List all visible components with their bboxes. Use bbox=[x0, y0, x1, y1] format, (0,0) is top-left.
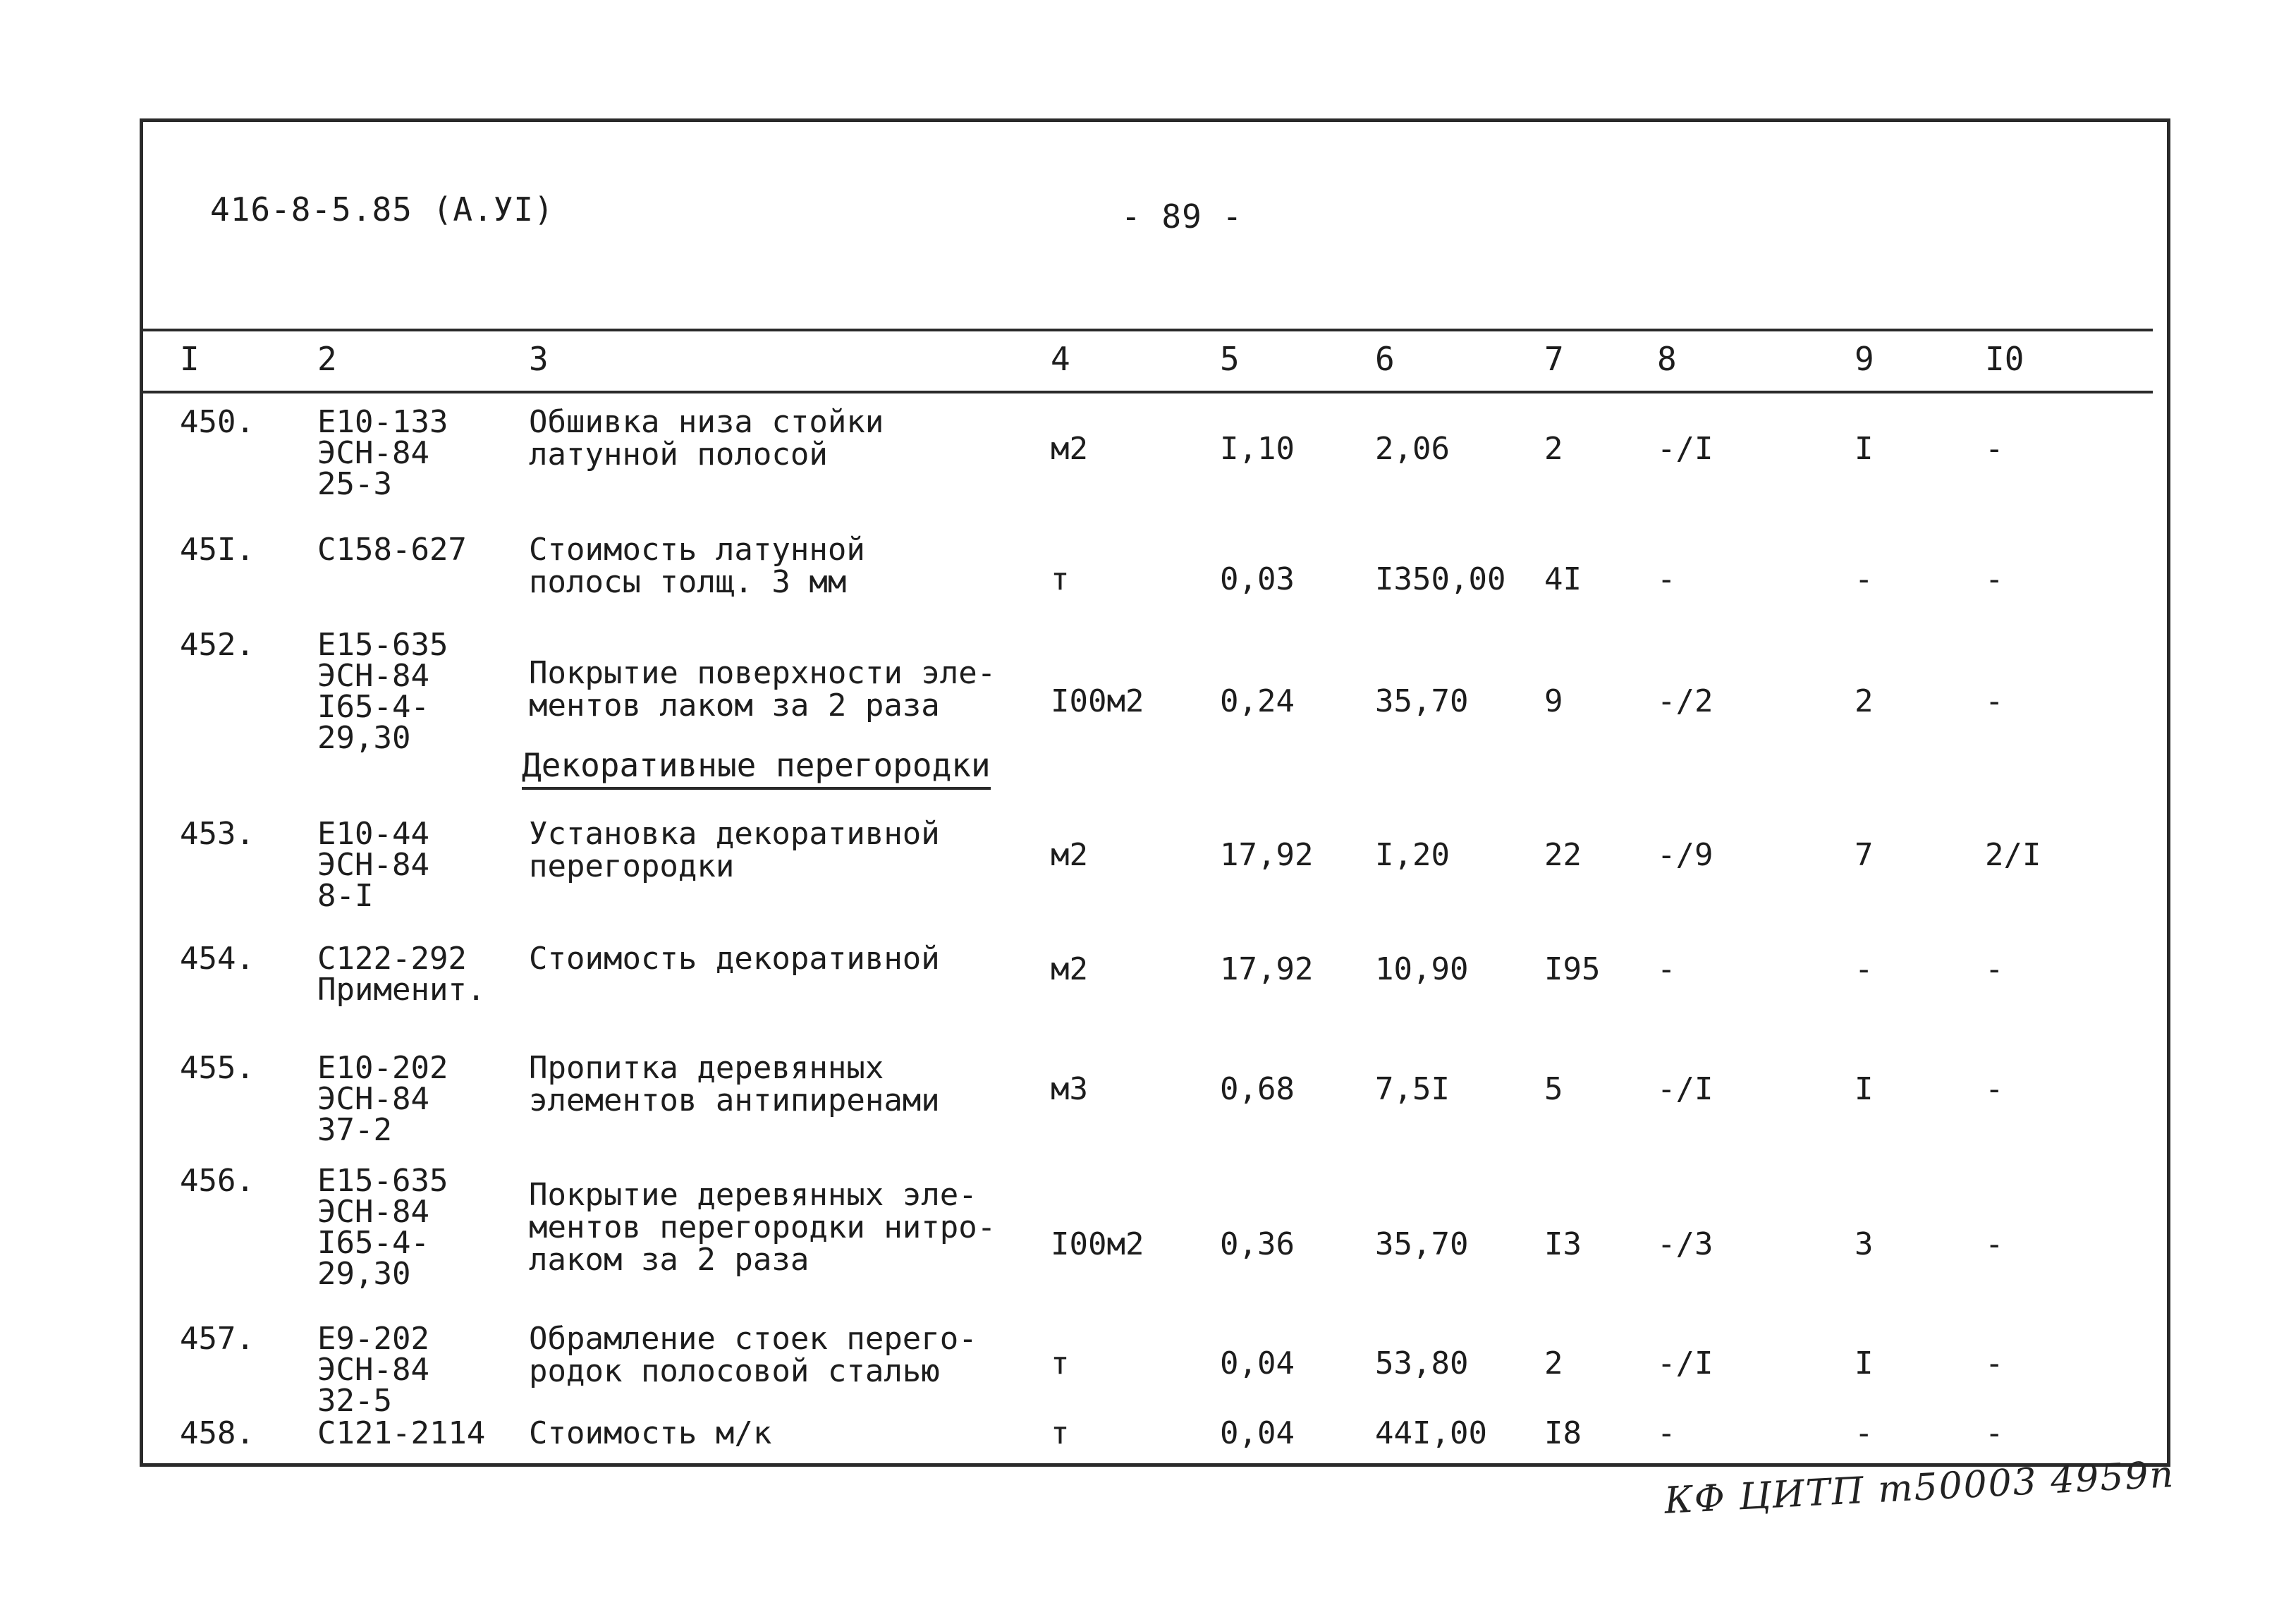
norm-code: ЭСН-84 bbox=[317, 1081, 429, 1117]
unit-price: 35,70 bbox=[1375, 683, 1469, 719]
column-header-1: I bbox=[180, 340, 200, 378]
unit-price: 7,5I bbox=[1375, 1071, 1450, 1107]
unit: т bbox=[1051, 561, 1070, 597]
column-8-value: -/I bbox=[1657, 1345, 1713, 1381]
work-description: Установка декоративной bbox=[529, 816, 940, 852]
unit-price: 44I,00 bbox=[1375, 1415, 1487, 1451]
norm-code: 8-I bbox=[317, 878, 374, 914]
page-frame bbox=[140, 118, 2170, 1467]
section-heading: Декоративные перегородки bbox=[522, 746, 991, 790]
unit: т bbox=[1051, 1415, 1070, 1451]
document-code: 416-8-5.85 (А.УI) bbox=[210, 190, 554, 228]
column-header-2: 2 bbox=[317, 340, 337, 378]
table-top-rule bbox=[143, 329, 2153, 331]
norm-code: 32-5 bbox=[317, 1383, 392, 1419]
column-header-4: 4 bbox=[1051, 340, 1070, 378]
quantity: 0,03 bbox=[1220, 561, 1295, 597]
total-cost: 2 bbox=[1544, 431, 1563, 467]
column-9-value: - bbox=[1855, 561, 1874, 597]
unit: м2 bbox=[1051, 951, 1088, 987]
work-description: Обшивка низа стойки bbox=[529, 404, 884, 440]
column-9-value: 3 bbox=[1855, 1226, 1874, 1262]
unit-price: 53,80 bbox=[1375, 1345, 1469, 1381]
total-cost: 22 bbox=[1544, 837, 1582, 873]
column-8-value: - bbox=[1657, 951, 1676, 987]
work-description: Пропитка деревянных bbox=[529, 1050, 884, 1086]
quantity: I,10 bbox=[1220, 431, 1295, 467]
norm-code: Е15-635 bbox=[317, 627, 448, 663]
row-number: 450. bbox=[180, 404, 255, 440]
page-number: - 89 - bbox=[1121, 197, 1243, 236]
work-description: латунной полосой bbox=[529, 436, 828, 472]
unit: I00м2 bbox=[1051, 1226, 1144, 1262]
norm-code: Е15-635 bbox=[317, 1163, 448, 1199]
norm-code: Е10-44 bbox=[317, 816, 429, 852]
unit-price: 2,06 bbox=[1375, 431, 1450, 467]
column-10-value: - bbox=[1985, 1071, 2004, 1107]
row-number: 454. bbox=[180, 941, 255, 977]
column-9-value: - bbox=[1855, 1415, 1874, 1451]
column-8-value: -/I bbox=[1657, 1071, 1713, 1107]
column-9-value: I bbox=[1855, 431, 1874, 467]
norm-code: С121-2114 bbox=[317, 1415, 486, 1451]
column-header-9: 9 bbox=[1855, 340, 1874, 378]
column-10-value: - bbox=[1985, 951, 2004, 987]
total-cost: 5 bbox=[1544, 1071, 1563, 1107]
norm-code: I65-4- bbox=[317, 1225, 429, 1261]
row-number: 453. bbox=[180, 816, 255, 852]
work-description: ментов перегородки нитро- bbox=[529, 1209, 996, 1245]
column-header-3: 3 bbox=[529, 340, 549, 378]
work-description: элементов антипиренами bbox=[529, 1082, 940, 1118]
column-10-value: - bbox=[1985, 1415, 2004, 1451]
column-header-5: 5 bbox=[1220, 340, 1240, 378]
norm-code: 29,30 bbox=[317, 720, 411, 756]
work-description: Обрамление стоек перего- bbox=[529, 1321, 977, 1357]
column-10-value: - bbox=[1985, 1226, 2004, 1262]
work-description: Стоимость латунной bbox=[529, 532, 865, 568]
quantity: 0,68 bbox=[1220, 1071, 1295, 1107]
column-9-value: - bbox=[1855, 951, 1874, 987]
norm-code: 25-3 bbox=[317, 466, 392, 502]
work-description: Стоимость декоративной bbox=[529, 941, 940, 977]
norm-code: 37-2 bbox=[317, 1112, 392, 1148]
column-header-6: 6 bbox=[1375, 340, 1395, 378]
column-10-value: - bbox=[1985, 1345, 2004, 1381]
work-description: ментов лаком за 2 раза bbox=[529, 688, 940, 724]
norm-code: I65-4- bbox=[317, 689, 429, 725]
norm-code: ЭСН-84 bbox=[317, 435, 429, 471]
unit-price: 10,90 bbox=[1375, 951, 1469, 987]
norm-code: ЭСН-84 bbox=[317, 847, 429, 883]
archive-stamp: КФ ЦИТП т50003 4959п bbox=[1663, 1453, 2176, 1522]
column-9-value: 7 bbox=[1855, 837, 1874, 873]
unit: I00м2 bbox=[1051, 683, 1144, 719]
quantity: 17,92 bbox=[1220, 837, 1314, 873]
norm-code: Е10-133 bbox=[317, 404, 448, 440]
norm-code: С122-292 bbox=[317, 941, 467, 977]
quantity: 17,92 bbox=[1220, 951, 1314, 987]
column-8-value: - bbox=[1657, 1415, 1676, 1451]
total-cost: I8 bbox=[1544, 1415, 1582, 1451]
column-8-value: -/I bbox=[1657, 431, 1713, 467]
norm-code: Е9-202 bbox=[317, 1321, 429, 1357]
norm-code: 29,30 bbox=[317, 1256, 411, 1292]
work-description: родок полосовой сталью bbox=[529, 1353, 940, 1389]
work-description: Покрытие деревянных эле- bbox=[529, 1177, 977, 1213]
quantity: 0,24 bbox=[1220, 683, 1295, 719]
column-header-7: 7 bbox=[1544, 340, 1564, 378]
total-cost: 4I bbox=[1544, 561, 1582, 597]
row-number: 455. bbox=[180, 1050, 255, 1086]
column-10-value: - bbox=[1985, 561, 2004, 597]
table-header-rule bbox=[143, 391, 2153, 393]
work-description: перегородки bbox=[529, 848, 735, 884]
column-8-value: -/3 bbox=[1657, 1226, 1713, 1262]
unit-price: I,20 bbox=[1375, 837, 1450, 873]
column-8-value: - bbox=[1657, 561, 1676, 597]
total-cost: 2 bbox=[1544, 1345, 1563, 1381]
unit: т bbox=[1051, 1345, 1070, 1381]
column-header-10: I0 bbox=[1985, 340, 2024, 378]
unit: м2 bbox=[1051, 431, 1088, 467]
column-8-value: -/9 bbox=[1657, 837, 1713, 873]
row-number: 452. bbox=[180, 627, 255, 663]
work-description: лаком за 2 раза bbox=[529, 1242, 810, 1278]
total-cost: I3 bbox=[1544, 1226, 1582, 1262]
unit: м2 bbox=[1051, 837, 1088, 873]
column-10-value: 2/I bbox=[1985, 837, 2041, 873]
norm-code: Е10-202 bbox=[317, 1050, 448, 1086]
column-10-value: - bbox=[1985, 431, 2004, 467]
column-10-value: - bbox=[1985, 683, 2004, 719]
column-9-value: I bbox=[1855, 1345, 1874, 1381]
total-cost: 9 bbox=[1544, 683, 1563, 719]
norm-code: ЭСН-84 bbox=[317, 1194, 429, 1230]
total-cost: I95 bbox=[1544, 951, 1601, 987]
work-description: Стоимость м/к bbox=[529, 1415, 772, 1451]
norm-code: С158-627 bbox=[317, 532, 467, 568]
quantity: 0,04 bbox=[1220, 1345, 1295, 1381]
column-8-value: -/2 bbox=[1657, 683, 1713, 719]
row-number: 456. bbox=[180, 1163, 255, 1199]
norm-code: Применит. bbox=[317, 972, 486, 1008]
quantity: 0,36 bbox=[1220, 1226, 1295, 1262]
column-header-8: 8 bbox=[1657, 340, 1677, 378]
quantity: 0,04 bbox=[1220, 1415, 1295, 1451]
unit-price: 35,70 bbox=[1375, 1226, 1469, 1262]
norm-code: ЭСН-84 bbox=[317, 1352, 429, 1388]
work-description: полосы толщ. 3 мм bbox=[529, 564, 847, 600]
unit-price: I350,00 bbox=[1375, 561, 1506, 597]
unit: м3 bbox=[1051, 1071, 1088, 1107]
row-number: 457. bbox=[180, 1321, 255, 1357]
row-number: 45I. bbox=[180, 532, 255, 568]
work-description: Покрытие поверхности эле- bbox=[529, 655, 996, 691]
row-number: 458. bbox=[180, 1415, 255, 1451]
norm-code: ЭСН-84 bbox=[317, 658, 429, 694]
column-9-value: 2 bbox=[1855, 683, 1874, 719]
column-9-value: I bbox=[1855, 1071, 1874, 1107]
